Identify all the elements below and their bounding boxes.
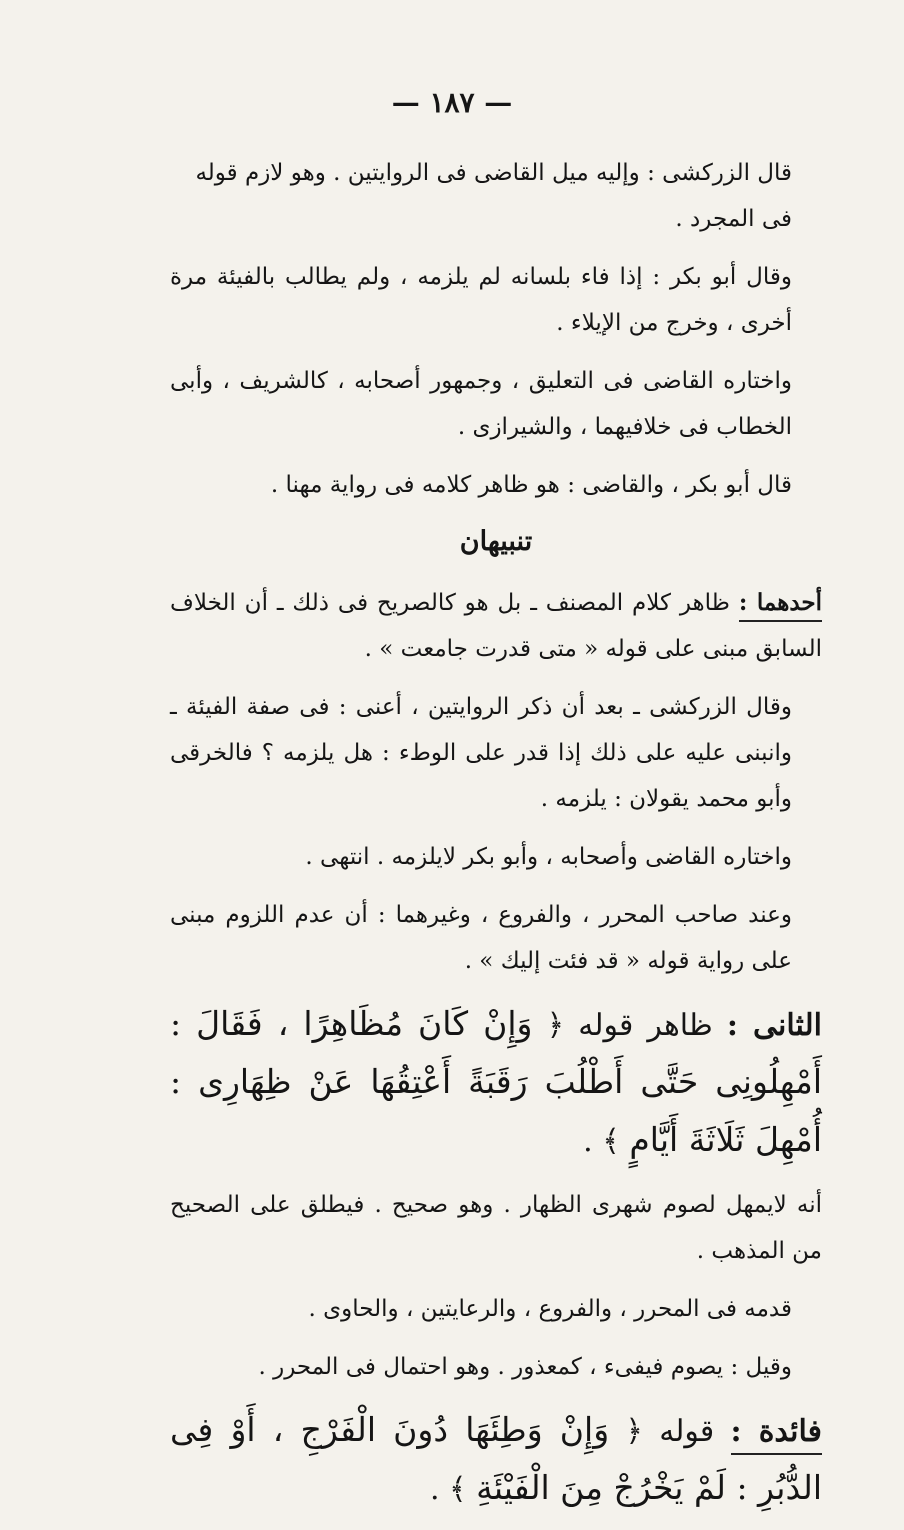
quran-quote-1: وَإِنْ كَانَ مُظَاهِرًا ، فَقَالَ : أَمْهِلُونِى حَتَّى أَطْلُبَ رَقَبَةً أَعْتِقُهَا عَنْ ظِهَارِى : أُمْهِلَ ثَلَاثَةَ أَيَّامٍ: [170, 1004, 822, 1159]
paragraph-9-intro: ظاهر قوله ﴿: [546, 1008, 713, 1043]
paragraph-2: وقال أبو بكر : إذا فاء بلسانه لم يلزمه ، ولم يطالب بالفيئة مرة أخرى ، وخرج من الإيلاء .: [170, 264, 792, 336]
paragraph-5: [170, 580, 822, 672]
paragraph-13-lead: فائدة :: [731, 1414, 823, 1455]
paragraph-4: قال أبو بكر ، والقاضى : هو ظاهر كلامه فى رواية مهنا .: [270, 472, 792, 498]
paragraph-12: وقيل : يصوم فيفىء ، كمعذور . وهو احتمال فى المحرر .: [258, 1354, 792, 1380]
paragraph-6: وقال الزركشى ـ بعد أن ذكر الروايتين ، أعنى : فى صفة الفيئة ـ وانبنى عليه على ذلك إذا قدر على الوطء : هل يلزمه ؟ فالخرقى وأبو محمد يقولان : يلزمه .: [170, 694, 792, 812]
paragraph-9: [170, 996, 822, 1170]
page-number: — ١٨٧ —: [391, 86, 513, 119]
paragraph-9-lead: الثانى :: [726, 1008, 823, 1043]
paragraph-3: واختاره القاضى فى التعليق ، وجمهور أصحابه ، كالشريف ، وأبى الخطاب فى خلافيهما ، والشيرازى .: [170, 368, 792, 440]
paragraph-1: قال الزركشى : وإليه ميل القاضى فى الروايتين . وهو لازم قوله فى المجرد .: [195, 160, 792, 232]
paragraph-10: أنه لايمهل لصوم شهرى الظهار . وهو صحيح . فيطلق على الصحيح من المذهب .: [170, 1192, 822, 1264]
paragraph-11: قدمه فى المحرر ، والفروع ، والرعايتين ، والحاوى .: [308, 1296, 792, 1322]
paragraph-5-text: ظاهر كلام المصنف ـ بل هو كالصريح فى ذلك ـ أن الخلاف السابق مبنى على قوله « متى قدرت جامعت » .: [170, 590, 822, 662]
paragraph-9-close: ﴾ .: [583, 1124, 620, 1159]
paragraph-13-close: ﴾ .: [429, 1472, 467, 1507]
section-heading: تنبيهان: [459, 526, 533, 557]
page-body: [170, 150, 822, 1530]
paragraph-13: [170, 1402, 822, 1518]
paragraph-13-intro: قوله ﴿: [625, 1414, 715, 1449]
paragraph-5-lead: أحدهما :: [739, 589, 822, 622]
paragraph-7: واختاره القاضى وأصحابه ، وأبو بكر لايلزمه . انتهى .: [305, 844, 792, 870]
paragraph-8: وعند صاحب المحرر ، والفروع ، وغيرهما : أن عدم اللزوم مبنى على رواية قوله « قد فئت إليك » .: [170, 902, 792, 974]
quran-quote-2: وَإِنْ وَطِئَهَا دُونَ الْفَرْجِ ، أَوْ فِى الدُّبُرِ : لَمْ يَخْرُجْ مِنَ الْفَيْئَةِ: [170, 1410, 822, 1507]
